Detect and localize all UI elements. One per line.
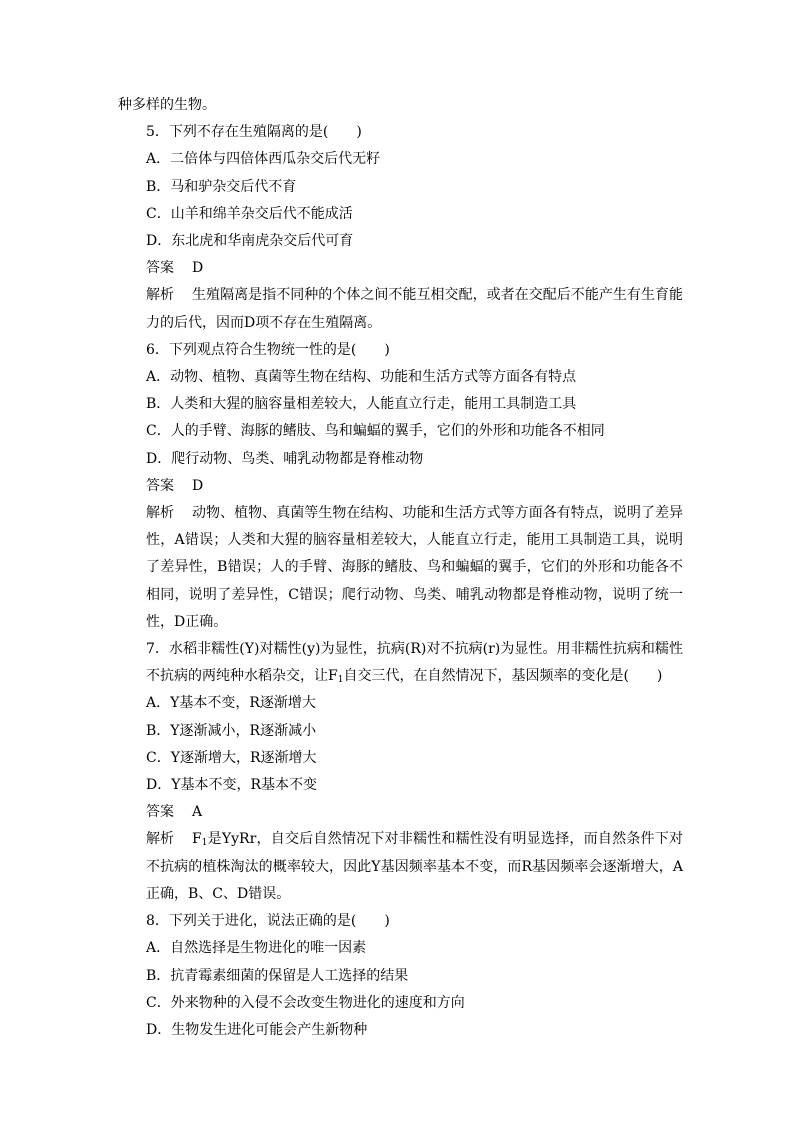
question-5-answer: [118, 255, 683, 282]
analysis-text-part-1: F: [192, 831, 202, 848]
question-6-option-c: C．人的手臂、海豚的鳍肢、鸟和蝙蝠的翼手，它们的外形和功能各不相同: [146, 423, 605, 440]
analysis-text-part-2: 是YyRr，自交后自然情况下对非糯性和糯性没有明显选择，而自然条件下对不抗病的植株淘汰的概率较大，因此Y基因频率基本不变，而R基因频率会逐渐增大，A正确，B、C、D错误。: [146, 831, 683, 902]
question-8-option-c: C．外来物种的入侵不会改变生物进化的速度和方向: [146, 994, 465, 1011]
question-7-analysis: [118, 826, 683, 908]
answer-label: 答案: [146, 260, 174, 277]
question-7-option-a: A．Y基本不变，R逐渐增大: [146, 695, 316, 712]
question-5-stem: 5．下列不存在生殖隔离的是( ): [146, 124, 362, 141]
analysis-text: 生殖隔离是指不同种的个体之间不能互相交配，或者在交配后不能产生有生育能力的后代，因而D项不存在生殖隔离。: [146, 287, 683, 331]
question-5-option-a: A．二倍体与四倍体西瓜杂交后代无籽: [146, 151, 381, 168]
question-6-analysis: [118, 500, 683, 636]
question-7-option-b: B．Y逐渐减小，R逐渐减小: [146, 722, 317, 739]
question-6-option-a: A．动物、植物、真菌等生物在结构、功能和生活方式等方面各有特点: [146, 369, 577, 386]
analysis-label: 解析: [146, 831, 174, 848]
question-7-answer: [118, 799, 683, 826]
document-body: [118, 92, 683, 1044]
question-7-stem-part-2: 自交三代，在自然情况下，基因频率的变化是( ): [343, 668, 663, 685]
answer-value: D: [192, 260, 204, 277]
continuation-line: 种多样的生物。: [118, 97, 216, 113]
question-8-option-b: B．抗青霉素细菌的保留是人工选择的结果: [146, 967, 409, 984]
question-7-stem: [118, 636, 683, 690]
analysis-label: 解析: [146, 505, 174, 522]
question-7-option-d: D．Y基本不变，R基本不变: [146, 777, 318, 794]
answer-value: A: [192, 804, 203, 821]
question-6-option-d: D．爬行动物、鸟类、哺乳动物都是脊椎动物: [146, 450, 424, 467]
question-5-option-c: C．山羊和绵羊杂交后代不能成活: [146, 205, 353, 222]
subscript-1: 1: [201, 838, 208, 849]
analysis-text: 动物、植物、真菌等生物在结构、功能和生活方式等方面各有特点，说明了差异性，A错误；人类和大猩的脑容量相差较大，人能直立行走，能用工具制造工具，说明了差异性，B错误；人的手臂、海豚的鳍肢、鸟和蝙蝠的翼手，它们的外形和功能各不相同，说明了差异性，C错误；爬行动物、鸟类、哺乳动物都是脊椎动物，说明了统一性，D正确。: [146, 505, 683, 630]
answer-value: D: [192, 477, 204, 494]
question-7-option-c: C．Y逐渐增大，R逐渐增大: [146, 749, 317, 766]
question-8-option-a: A．自然选择是生物进化的唯一因素: [146, 940, 367, 957]
question-5-analysis: [118, 282, 683, 336]
question-5-option-b: B．马和驴杂交后代不育: [146, 178, 297, 195]
question-5-option-d: D．东北虎和华南虎杂交后代可育: [146, 233, 354, 250]
answer-label: 答案: [146, 804, 174, 821]
question-7-stem-part-1: 7．水稻非糯性(Y)对糯性(y)为显性，抗病(R)对不抗病(r)为显性。用非糯性抗病和糯性不抗病的两纯种水稻杂交，让F: [146, 641, 683, 685]
question-6-answer: [118, 473, 683, 500]
analysis-label: 解析: [146, 287, 174, 304]
question-8-option-d: D．生物发生进化可能会产生新物种: [146, 1021, 368, 1038]
question-6-stem: 6．下列观点符合生物统一性的是( ): [146, 341, 390, 358]
answer-label: 答案: [146, 477, 174, 494]
question-6-option-b: B．人类和大猩的脑容量相差较大，人能直立行走，能用工具制造工具: [146, 396, 577, 413]
question-8-stem: 8．下列关于进化，说法正确的是( ): [146, 913, 390, 930]
subscript-1: 1: [337, 675, 344, 686]
